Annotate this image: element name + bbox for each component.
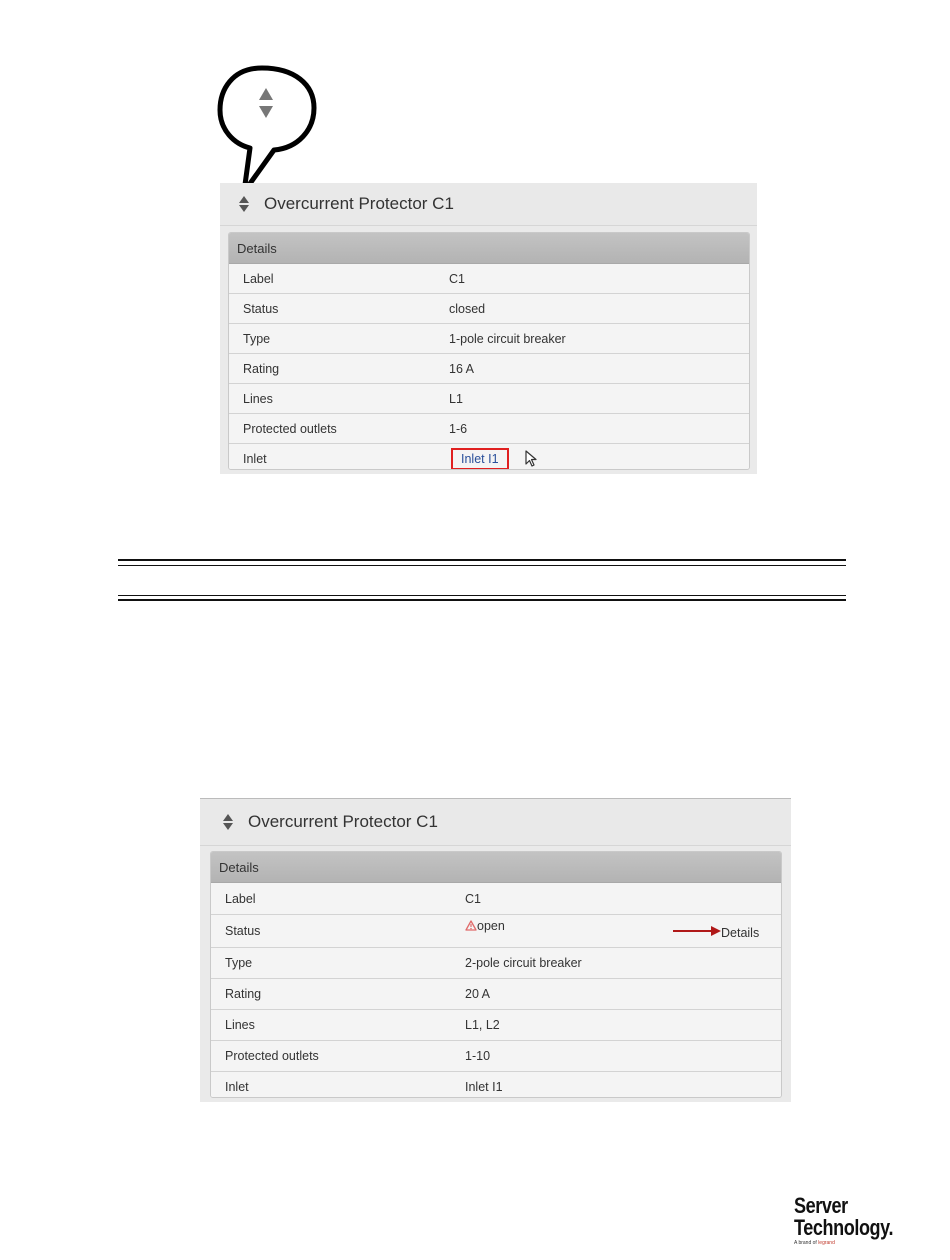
divider-line-bottom (118, 599, 846, 601)
row-value: L1, L2 (465, 1018, 500, 1032)
overcurrent-protector-panel-2 (200, 798, 791, 1102)
row-value: 1-6 (449, 421, 468, 436)
overcurrent-protector-panel-1 (220, 183, 757, 474)
divider-line-bottom-thin (118, 595, 846, 596)
divider-line-top (118, 559, 846, 561)
details-header: Details (229, 233, 749, 264)
divider-line-top-thin (118, 565, 846, 566)
detail-row-lines (229, 384, 749, 414)
row-key: Rating (225, 987, 262, 1001)
row-key: Protected outlets (225, 1049, 319, 1063)
row-value: C1 (465, 891, 481, 906)
inlet-link[interactable]: Inlet I1 (461, 452, 499, 466)
detail-row-inlet (229, 444, 749, 470)
row-value: 2-pole circuit breaker (465, 956, 582, 970)
row-value: C1 (449, 271, 465, 286)
row-key: Protected outlets (243, 421, 337, 436)
detail-row-label (229, 264, 749, 294)
row-key: Lines (225, 1018, 255, 1032)
row-value: L1 (449, 391, 463, 406)
row-key: Label (243, 271, 274, 286)
status-text: open (477, 919, 505, 933)
tagline-prefix: A brand of (794, 1240, 817, 1246)
sort-icon[interactable] (238, 195, 250, 213)
row-value: 16 A (449, 361, 475, 376)
tagline-brand: legrand (818, 1240, 835, 1246)
logo-line-1: Server (794, 1193, 848, 1218)
row-key: Inlet (243, 451, 267, 466)
row-value: 20 A (465, 987, 491, 1001)
logo-line-2: Technology. (794, 1215, 894, 1240)
server-technology-logo (794, 1195, 904, 1246)
status-value (465, 919, 505, 933)
details-table (210, 851, 782, 1098)
panel-header[interactable] (220, 183, 757, 226)
panel-title: Overcurrent Protector C1 (248, 812, 438, 831)
details-link[interactable]: Details (721, 926, 760, 940)
detail-row-status (229, 294, 749, 324)
detail-row-protected-outlets (229, 414, 749, 444)
callout-bubble (210, 60, 330, 200)
highlight-box (451, 448, 509, 470)
row-value: 1-pole circuit breaker (449, 331, 566, 346)
details-header: Details (211, 852, 781, 883)
arrow-icon (673, 925, 723, 937)
panel-title: Overcurrent Protector C1 (264, 194, 454, 213)
inlet-link[interactable]: Inlet I1 (465, 1080, 503, 1094)
detail-row-protected-outlets (211, 1041, 781, 1072)
row-key: Inlet (225, 1080, 249, 1094)
logo-tagline (794, 1241, 904, 1246)
cursor-icon (525, 450, 539, 468)
detail-row-lines (211, 1010, 781, 1041)
details-table (228, 232, 750, 470)
detail-row-type (229, 324, 749, 354)
warning-icon (465, 920, 477, 931)
detail-row-label (211, 883, 781, 915)
row-value: 1-10 (465, 1049, 491, 1063)
row-value: closed (449, 301, 486, 316)
detail-row-type (211, 948, 781, 979)
detail-row-status (211, 915, 781, 948)
row-key: Type (243, 331, 271, 346)
detail-row-rating (229, 354, 749, 384)
panel-header[interactable] (200, 799, 791, 846)
row-key: Status (243, 301, 279, 316)
row-key: Status (225, 924, 261, 938)
row-key: Type (225, 956, 253, 970)
detail-row-rating (211, 979, 781, 1010)
row-key: Lines (243, 391, 273, 406)
row-key: Rating (243, 361, 280, 376)
row-key: Label (225, 891, 256, 906)
detail-row-inlet (211, 1072, 781, 1098)
sort-icon[interactable] (222, 813, 234, 831)
